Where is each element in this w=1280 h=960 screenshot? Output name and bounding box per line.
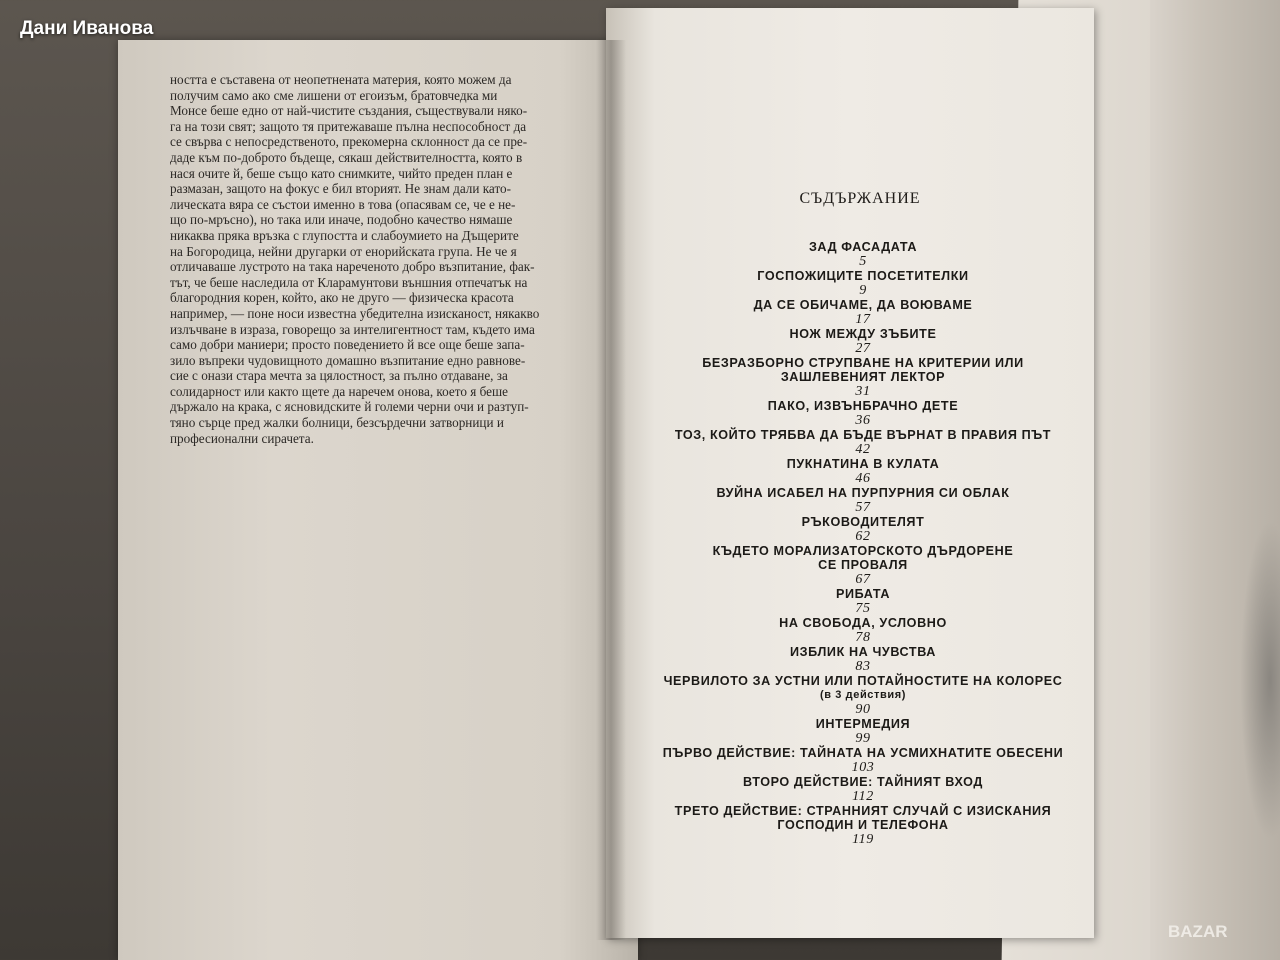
toc-entry <box>648 717 1078 746</box>
text-line: се свърва с непосредственото, прекомерна склонност да се пре- <box>170 134 528 150</box>
text-line: сие с онази стара мечта за цялостност, за пълно отдаване, за <box>170 368 508 384</box>
toc-entry-page: 17 <box>855 312 871 327</box>
text-line: отличаваше лустрото на така нареченото добро възпитание, фак- <box>170 259 535 275</box>
text-line: тяно сърце пред жалки болници, безсърдечни затворници и <box>170 415 504 431</box>
toc-entry-title: ЗАД ФАСАДАТА <box>808 240 918 254</box>
toc-entry-title: ДА СЕ ОБИЧАМЕ, ДА ВОЮВАМЕ <box>753 298 973 312</box>
toc-entry <box>648 457 1078 486</box>
text-line: га на този свят; защото тя притежаваше пълна неспособност да <box>170 118 527 134</box>
toc-entry <box>648 240 1078 269</box>
toc-entry-subtitle: (в 3 действия) <box>819 689 907 701</box>
toc-entry-title-cont: СЕ ПРОВАЛЯ <box>818 558 908 572</box>
table-of-contents <box>648 240 1078 847</box>
toc-entry-page: 5 <box>859 254 867 269</box>
text-line: благородния корен, който, ако не друго — физическа красота <box>170 290 514 306</box>
toc-entry <box>648 269 1078 298</box>
toc-entry-title: ТРЕТО ДЕЙСТВИЕ: СТРАННИЯТ СЛУЧАЙ С ИЗИСКАНИЯ <box>674 804 1052 818</box>
toc-entry <box>648 486 1078 515</box>
text-line: що по-мръсно), но така или иначе, подобно качество нямаше <box>170 212 513 228</box>
toc-entry-page: 57 <box>855 500 871 515</box>
text-line: излъчване в израза, говорещо за интелигентност там, където има <box>170 321 535 337</box>
toc-entry-page: 67 <box>855 572 871 587</box>
toc-entry <box>648 804 1078 847</box>
toc-entry-page: 112 <box>852 789 874 804</box>
toc-entry-page: 42 <box>855 442 871 457</box>
toc-entry <box>648 616 1078 645</box>
text-line: размазан, защото на фокус е бил вторият. Не знам дали като- <box>170 181 512 197</box>
background-shadow <box>1240 520 1280 840</box>
toc-entry-title: ВТОРО ДЕЙСТВИЕ: ТАЙНИЯТ ВХОД <box>743 775 983 789</box>
left-page-text <box>170 72 598 446</box>
toc-entry <box>648 298 1078 327</box>
text-line: зило въпреки чудовищното домашно възпитание едно равнове- <box>170 352 526 368</box>
text-line: само добри маниери; просто поведението й все още беше запа- <box>170 337 525 353</box>
toc-entry-title: БЕЗРАЗБОРНО СТРУПВАНЕ НА КРИТЕРИИ ИЛИ <box>702 356 1024 370</box>
text-line: на Богородица, нейни другарки от енорийската група. Не че я <box>170 243 517 259</box>
toc-entry-title: ПУКНАТИНА В КУЛАТА <box>786 457 940 471</box>
toc-entry-title: НА СВОБОДА, УСЛОВНО <box>779 616 947 630</box>
toc-entry-page: 75 <box>855 601 871 616</box>
toc-entry-title: ТОЗ, КОЙТО ТРЯБВА ДА БЪДЕ ВЪРНАТ В ПРАВИЯ ПЪТ <box>674 428 1052 442</box>
toc-entry <box>648 587 1078 616</box>
toc-entry-page: 119 <box>852 832 874 847</box>
text-line: никаква пряка връзка с глупостта и слабоумието на Дъщерите <box>170 227 519 243</box>
toc-entry-title-cont: ГОСПОДИН И ТЕЛЕФОНА <box>777 818 949 832</box>
text-line: професионални сирачета. <box>170 430 314 446</box>
text-line: получим само ако сме лишени от егоизъм, братовчедка ми <box>170 87 498 103</box>
toc-entry-page: 31 <box>855 384 871 399</box>
seller-name: Дани Иванова <box>20 18 154 39</box>
toc-entry-page: 83 <box>855 659 871 674</box>
text-line: нася очите й, беше също като снимките, чийто преден план е <box>170 165 513 181</box>
toc-entry <box>648 428 1078 457</box>
toc-entry <box>648 327 1078 356</box>
text-line: Монсе беше едно от най-чистите създания, съществували няко- <box>170 103 528 119</box>
toc-entry-page: 27 <box>855 341 871 356</box>
toc-entry-page: 46 <box>855 471 871 486</box>
toc-entry-title: ВУЙНА ИСАБЕЛ НА ПУРПУРНИЯ СИ ОБЛАК <box>716 486 1010 500</box>
toc-entry-page: 103 <box>851 760 875 775</box>
toc-entry <box>648 515 1078 544</box>
toc-entry <box>648 674 1078 717</box>
toc-entry-title: ГОСПОЖИЦИТЕ ПОСЕТИТЕЛКИ <box>757 269 969 283</box>
text-line: например, — поне носи известна убедителна изисканост, някакво <box>170 305 540 321</box>
book-gutter <box>596 40 626 940</box>
toc-entry <box>648 775 1078 804</box>
toc-entry-page: 62 <box>855 529 871 544</box>
toc-entry <box>648 544 1078 587</box>
toc-entry-title: ПЪРВО ДЕЙСТВИЕ: ТАЙНАТА НА УСМИХНАТИТЕ ОБЕСЕНИ <box>662 746 1064 760</box>
text-line: държало на крака, с ясновидските й големи черни очи и разтуп- <box>170 399 529 415</box>
toc-title: СЪДЪРЖАНИЕ <box>799 190 921 207</box>
toc-entry-title: РИБАТА <box>835 587 891 601</box>
toc-entry-title: ПАКО, ИЗВЪНБРАЧНО ДЕТЕ <box>767 399 959 413</box>
toc-entry-page: 99 <box>855 731 871 746</box>
toc-entry-title: КЪДЕТО МОРАЛИЗАТОРСКОТО ДЪРДОРЕНЕ <box>712 544 1014 558</box>
toc-entry-page: 9 <box>859 283 867 298</box>
toc-entry <box>648 746 1078 775</box>
text-line: солидарност или както щете да наречем онова, което я беше <box>170 383 508 399</box>
toc-entry <box>648 399 1078 428</box>
text-line: тът, че беше наследила от Кларамунтови външния отпечатък на <box>170 274 528 290</box>
toc-entry-title: РЪКОВОДИТЕЛЯТ <box>801 515 925 529</box>
toc-entry-page: 36 <box>855 413 871 428</box>
text-line: даде към по-доброто бъдеще, сякаш действителността, която в <box>170 149 523 165</box>
toc-entry-title-cont: ЗАШЛЕВЕНИЯТ ЛЕКТОР <box>780 370 946 384</box>
toc-entry <box>648 356 1078 399</box>
toc-entry-page: 78 <box>855 630 871 645</box>
bazar-logo: BAZAR <box>1168 922 1228 941</box>
text-line: ността е съставена от неопетнената материя, която можем да <box>170 72 512 87</box>
toc-entry <box>648 645 1078 674</box>
text-line: лическата вяра се състои именно в това (опасявам се, че е не- <box>170 196 516 212</box>
toc-entry-title: ИНТЕРМЕДИЯ <box>815 717 911 731</box>
toc-entry-title: ЧЕРВИЛОТО ЗА УСТНИ ИЛИ ПОТАЙНОСТИТЕ НА КОЛОРЕС <box>663 674 1063 688</box>
toc-entry-title: НОЖ МЕЖДУ ЗЪБИТЕ <box>789 327 937 341</box>
toc-entry-page: 90 <box>855 702 871 717</box>
toc-entry-title: ИЗБЛИК НА ЧУВСТВА <box>790 645 936 659</box>
